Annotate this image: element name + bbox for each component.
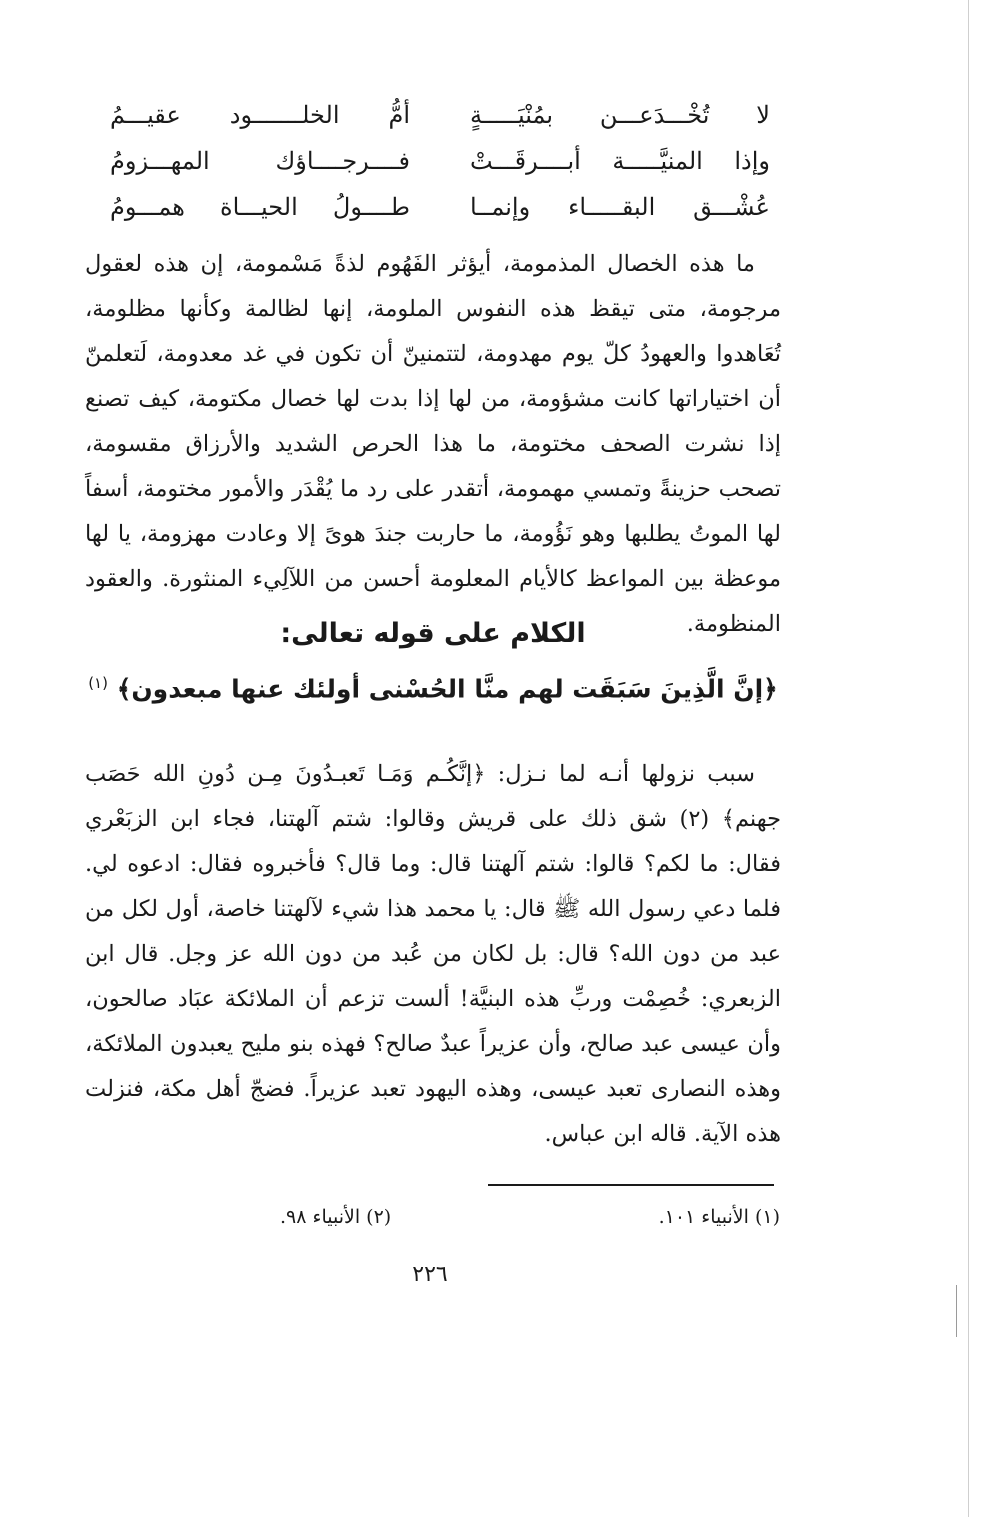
footnote-1: (١) الأنبياء ١٠١.: [658, 1206, 780, 1228]
paragraph-revelation-cause: سبب نزولها أنـه لما نـزل: ﴿إنَّكُـم وَمَـا تَعبـدُونَ مِـن دُونِ الله حَصَب جهنم﴾ (٢) شق ذلك على قريش وقالوا: شتم آلهتنا، فجاء ابن الزبَعْري فقال: ما لكم؟ قالوا: شتم آلهتنا قال: وما قال؟ فأخبروه فقال: ادعوه لي. فلما دعي رسول الله ﷺ قال: يا محمد هذا شيء لآلهتنا خاصة، أول لكل من عبد من دون الله؟ قال: بل لكان من عُبد من دون الله عز وجل. قال ابن الزبعري: خُصِمْت وربِّ هذه البنيَّة! ألست تزعم أن الملائكة عبَاد صالحون، وأن عيسى عبد صالح، وأن عزيراً عبدٌ صالح؟ فهذه بنو مليح يعبدون الملائكة، وهذه النصارى تعبد عيسى، وهذه اليهود تعبد عزيراً. فضجّ أهل مكة، فنزلت هذه الآية. قاله ابن عباس.: [85, 761, 781, 1147]
footnote-separator: [488, 1184, 774, 1186]
poem: [110, 92, 770, 230]
verse-second-hemistich: طــــولُ الحيـــاة همـــومُ: [110, 193, 410, 221]
footnote-2: (٢) الأنبياء ٩٨.: [280, 1206, 392, 1228]
verse-first-hemistich: عُشْـــق البقـــــاء وإنمــا: [470, 193, 770, 221]
section-heading: الكلام على قوله تعالى:: [280, 618, 586, 649]
paragraph-admonition: ما هذه الخصال المذمومة، أيؤثر الفَهُوم لذةً مَسْمومة، إن هذه لعقول مرجومة، متى تيقظ هذه النفوس الملومة، إنها لظالمة وكأنها مظلومة، تُعَاهدوا والعهودُ كلّ يوم مهدومة، لتتمنينّ أن تكون في غد معدومة، لَتعلمنّ أن اختياراتها كانت مشؤومة، من لها إذا بدت لها خصال مكتومة، كيف تصنع إذا نشرت الصحف مختومة، ما هذا الحرص الشديد والأرزاق مقسومة، تصحب حزينةً وتمسي مهمومة، أتقدر على رد ما يُقْدَر والأمور مختومة، أسفاً لها الموتُ يطلبها وهو نَؤُومة، ما حاربت جندَ هوىً إلا وعادت مهزومة، يا لها موعظة بين المواعظ كالأيام المعلومة أحسن من اللآلِيء المنثورة. والعقود المنظومة.: [85, 251, 781, 637]
scan-edge-mark: [956, 1285, 957, 1337]
verse-second-hemistich: أمُّ الخلـــــــود عقيـــمُ: [110, 101, 410, 129]
footnotes: [280, 1206, 780, 1238]
scan-edge-line: [968, 0, 969, 1517]
verse-first-hemistich: لا تُخْـــدَعـــن بمُنْيَـــــةٍ: [470, 101, 770, 129]
footnote-mark: (١): [88, 674, 108, 692]
poem-verse: [110, 92, 770, 138]
verse-heading: [85, 662, 781, 710]
verse-first-hemistich: وإذا المنيَّـــــة أبــــرقَـــتْ: [470, 147, 770, 175]
poem-verse: [110, 138, 770, 184]
verse-heading-text: ﴿إنَّ الَّذِينَ سَبَقَت لهم منَّا الحُسْنى أولئك عنها مبعدون﴾: [116, 674, 778, 704]
verse-second-hemistich: فــــرجــــاؤك المهـــزومُ: [110, 147, 410, 175]
poem-verse: [110, 184, 770, 230]
page-number: ٢٢٦: [412, 1262, 448, 1287]
